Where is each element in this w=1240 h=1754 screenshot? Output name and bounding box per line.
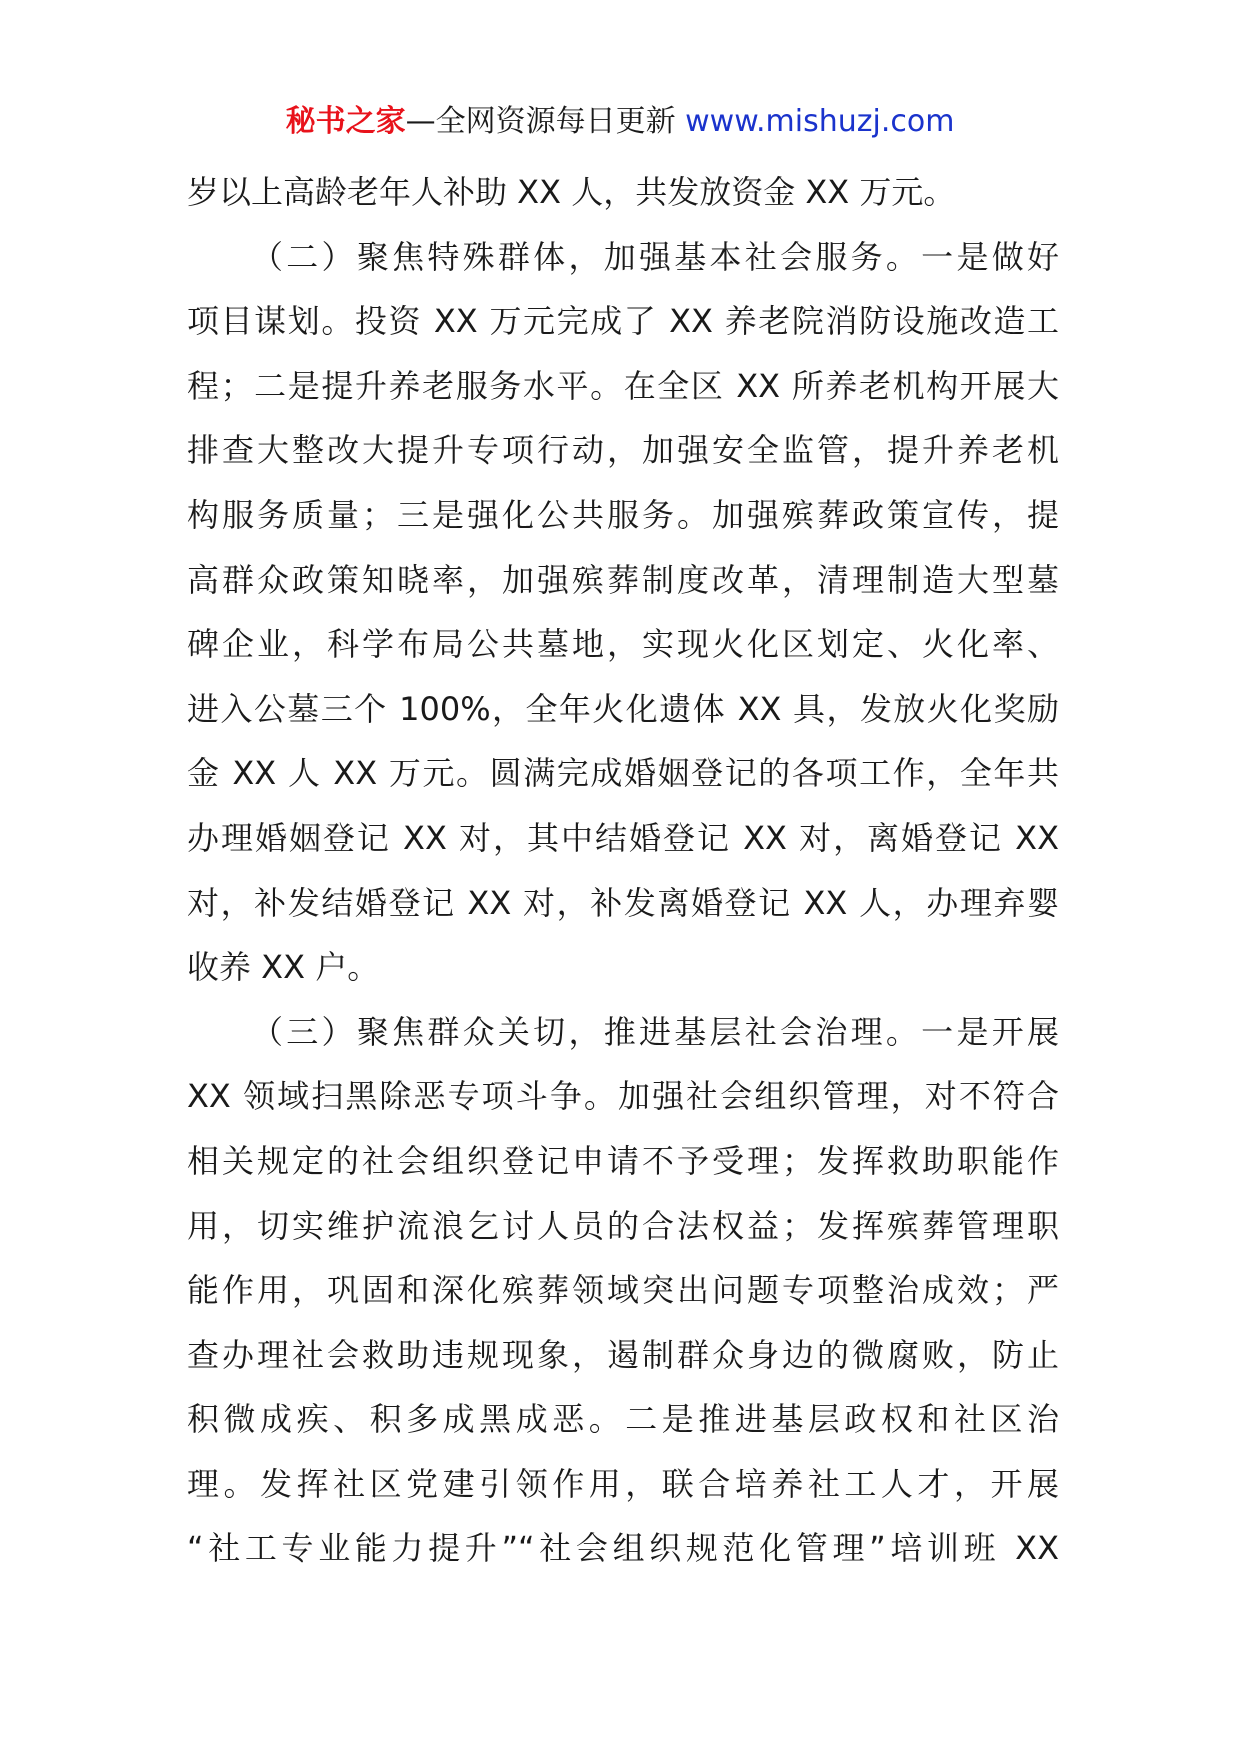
brand-name: 秘书之家 bbox=[285, 104, 406, 139]
text-line: 程；二是提升养老服务水平。在全区 XX 所养老机构开展大 bbox=[187, 366, 1059, 405]
document-body bbox=[187, 160, 1059, 1581]
text-line: 进入公墓三个 100%，全年火化遗体 XX 具，发放火化奖励 bbox=[187, 689, 1059, 728]
text-line: 办理婚姻登记 XX 对，其中结婚登记 XX 对，离婚登记 XX bbox=[187, 818, 1059, 857]
text-line: 金 XX 人 XX 万元。圆满完成婚姻登记的各项工作，全年共 bbox=[187, 754, 1059, 793]
website-link[interactable]: www.mishuzj.com bbox=[685, 104, 955, 139]
text-line: 收养 XX 户。 bbox=[187, 948, 380, 987]
text-line: 能作用，巩固和深化殡葬领域突出问题专项整治成效；严 bbox=[187, 1271, 1059, 1310]
text-line: 查办理社会救助违规现象，遏制群众身边的微腐败，防止 bbox=[187, 1335, 1059, 1374]
paragraph-start-line: （二）聚焦特殊群体，加强基本社会服务。一是做好 bbox=[251, 237, 1059, 276]
text-line: 积微成疾、积多成黑成恶。二是推进基层政权和社区治 bbox=[187, 1400, 1059, 1439]
text-line: 用，切实维护流浪乞讨人员的合法权益；发挥殡葬管理职 bbox=[187, 1206, 1059, 1245]
text-line: “社工专业能力提升”“社会组织规范化管理”培训班 XX bbox=[187, 1529, 1059, 1568]
text-line: 对，补发结婚登记 XX 对，补发离婚登记 XX 人，办理弃婴 bbox=[187, 883, 1059, 922]
text-line: 排查大整改大提升专项行动，加强安全监管，提升养老机 bbox=[187, 431, 1059, 470]
text-line: 理。发挥社区党建引领作用，联合培养社工人才，开展 bbox=[187, 1464, 1059, 1503]
text-line: XX 领域扫黑除恶专项斗争。加强社会组织管理，对不符合 bbox=[187, 1077, 1059, 1116]
text-line: 构服务质量；三是强化公共服务。加强殡葬政策宣传，提 bbox=[187, 495, 1059, 534]
text-line: 岁以上高龄老年人补助 XX 人，共发放资金 XX 万元。 bbox=[187, 173, 956, 211]
text-line: 高群众政策知晓率，加强殡葬制度改革，清理制造大型墓 bbox=[187, 560, 1059, 599]
text-line: 相关规定的社会组织登记申请不予受理；发挥救助职能作 bbox=[187, 1141, 1059, 1180]
paragraph-start-line: （三）聚焦群众关切，推进基层社会治理。一是开展 bbox=[251, 1012, 1059, 1051]
header-tagline: —全网资源每日更新 bbox=[405, 104, 676, 139]
page-header bbox=[0, 100, 1240, 144]
text-line: 项目谋划。投资 XX 万元完成了 XX 养老院消防设施改造工 bbox=[187, 302, 1059, 341]
text-line: 碑企业，科学布局公共墓地，实现火化区划定、火化率、 bbox=[187, 625, 1059, 664]
